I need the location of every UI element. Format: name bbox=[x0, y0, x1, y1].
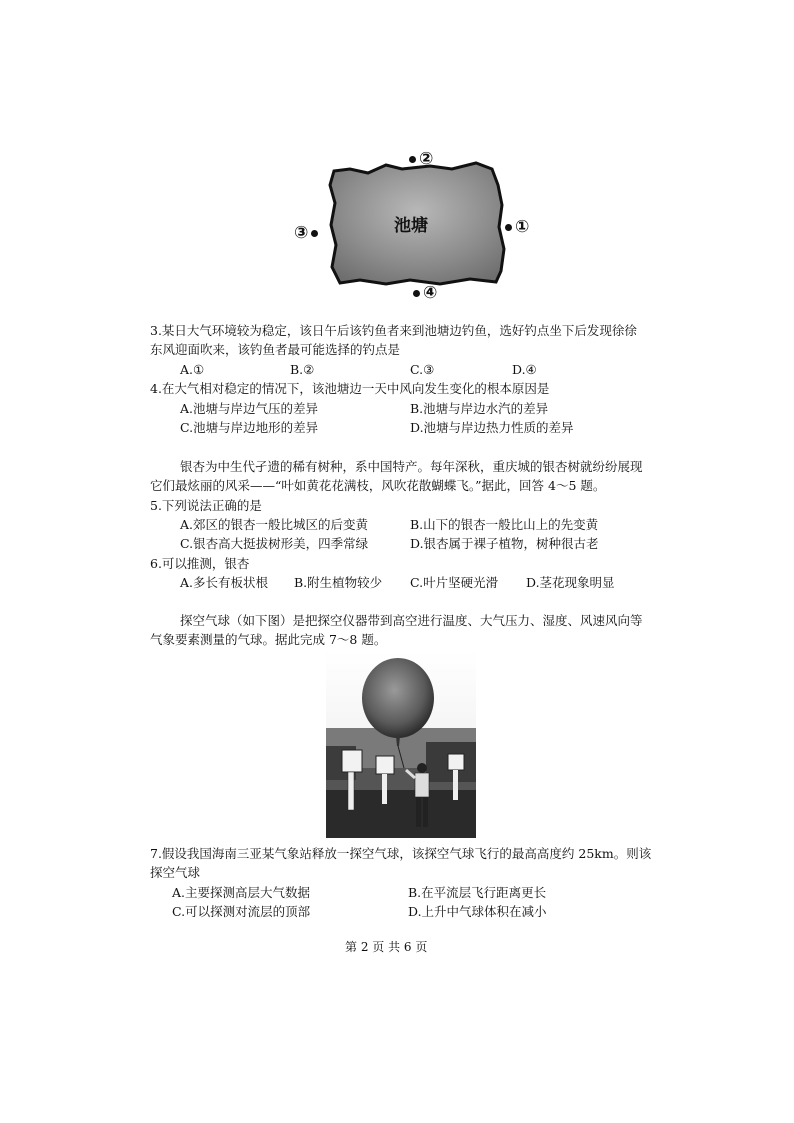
q5-option-d: D.银杏属于裸子植物，树种很古老 bbox=[410, 536, 599, 551]
q7-stem-line1: 7.假设我国海南三亚某气象站释放一探空气球，该探空气球飞行的最高高度约 25km。则该 bbox=[150, 846, 652, 861]
q5-option-a: A.郊区的银杏一般比城区的后变黄 bbox=[180, 517, 369, 532]
q7-option-c: C.可以探测对流层的顶部 bbox=[172, 904, 311, 919]
q4-stem: 4.在大气相对稳定的情况下，该池塘边一天中风向发生变化的根本原因是 bbox=[150, 381, 550, 396]
q6-stem: 6.可以推测，银杏 bbox=[150, 556, 250, 571]
point-label: ④ bbox=[423, 283, 438, 303]
point-label: ② bbox=[419, 149, 434, 169]
page-number: 第 2 页 共 6 页 bbox=[345, 940, 428, 954]
pond-label: 池塘 bbox=[394, 216, 428, 236]
q7-option-b: B.在平流层飞行距离更长 bbox=[408, 885, 547, 900]
q4-option-c: C.池塘与岸边地形的差异 bbox=[180, 420, 319, 435]
pond-figure bbox=[290, 145, 550, 305]
point-dot-icon bbox=[505, 224, 512, 231]
q7-option-a: A.主要探测高层大气数据 bbox=[172, 885, 311, 900]
q4-option-b: B.池塘与岸边水汽的差异 bbox=[410, 401, 549, 416]
point-4 bbox=[410, 283, 437, 303]
point-dot-icon bbox=[311, 230, 318, 237]
point-label: ③ bbox=[294, 223, 309, 243]
q3-stem-line2: 东风迎面吹来，该钓鱼者最可能选择的钓点是 bbox=[150, 342, 401, 357]
balloon-photo-image bbox=[326, 650, 476, 838]
q5-option-c: C.银杏高大挺拔树形美，四季常绿 bbox=[180, 536, 369, 551]
q4-option-a: A.池塘与岸边气压的差异 bbox=[180, 401, 319, 416]
balloon-intro-line2: 气象要素测量的气球。据此完成 7～8 题。 bbox=[150, 632, 387, 647]
q4-option-d: D.池塘与岸边热力性质的差异 bbox=[410, 420, 574, 435]
point-dot-icon bbox=[409, 156, 416, 163]
q3-option-c: C.③ bbox=[410, 362, 435, 377]
q3-option-d: D.④ bbox=[512, 362, 537, 377]
q6-option-b: B.附生植物较少 bbox=[294, 575, 383, 590]
point-2 bbox=[406, 149, 433, 169]
weather-balloon-photo bbox=[326, 650, 476, 838]
q7-option-d: D.上升中气球体积在减小 bbox=[408, 904, 547, 919]
point-label: ① bbox=[515, 217, 530, 237]
q7-stem-line2: 探空气球 bbox=[150, 865, 201, 880]
q3-option-b: B.② bbox=[290, 362, 315, 377]
q6-option-d: D.茎花现象明显 bbox=[526, 575, 615, 590]
q3-option-a: A.① bbox=[180, 362, 205, 377]
point-3 bbox=[294, 223, 321, 243]
q5-stem: 5.下列说法正确的是 bbox=[150, 498, 262, 513]
q3-stem-line1: 3.某日大气环境较为稳定，该日午后该钓鱼者来到池塘边钓鱼，选好钓点坐下后发现徐徐 bbox=[150, 323, 637, 338]
q5-option-b: B.山下的银杏一般比山上的先变黄 bbox=[410, 517, 599, 532]
balloon-intro-line1: 探空气球（如下图）是把探空仪器带到高空进行温度、大气压力、湿度、风速风向等 bbox=[180, 613, 643, 628]
ginkgo-intro-line2: 它们最炫丽的风采——“叶如黄花花满枝，风吹花散蝴蝶飞。”据此，回答 4～5 题。 bbox=[150, 478, 606, 493]
point-1 bbox=[502, 217, 529, 237]
point-dot-icon bbox=[413, 290, 420, 297]
q6-option-c: C.叶片坚硬光滑 bbox=[410, 575, 499, 590]
q6-option-a: A.多长有板状根 bbox=[180, 575, 269, 590]
ginkgo-intro-line1: 银杏为中生代孑遗的稀有树种，系中国特产。每年深秋，重庆城的银杏树就纷纷展现 bbox=[180, 459, 643, 474]
